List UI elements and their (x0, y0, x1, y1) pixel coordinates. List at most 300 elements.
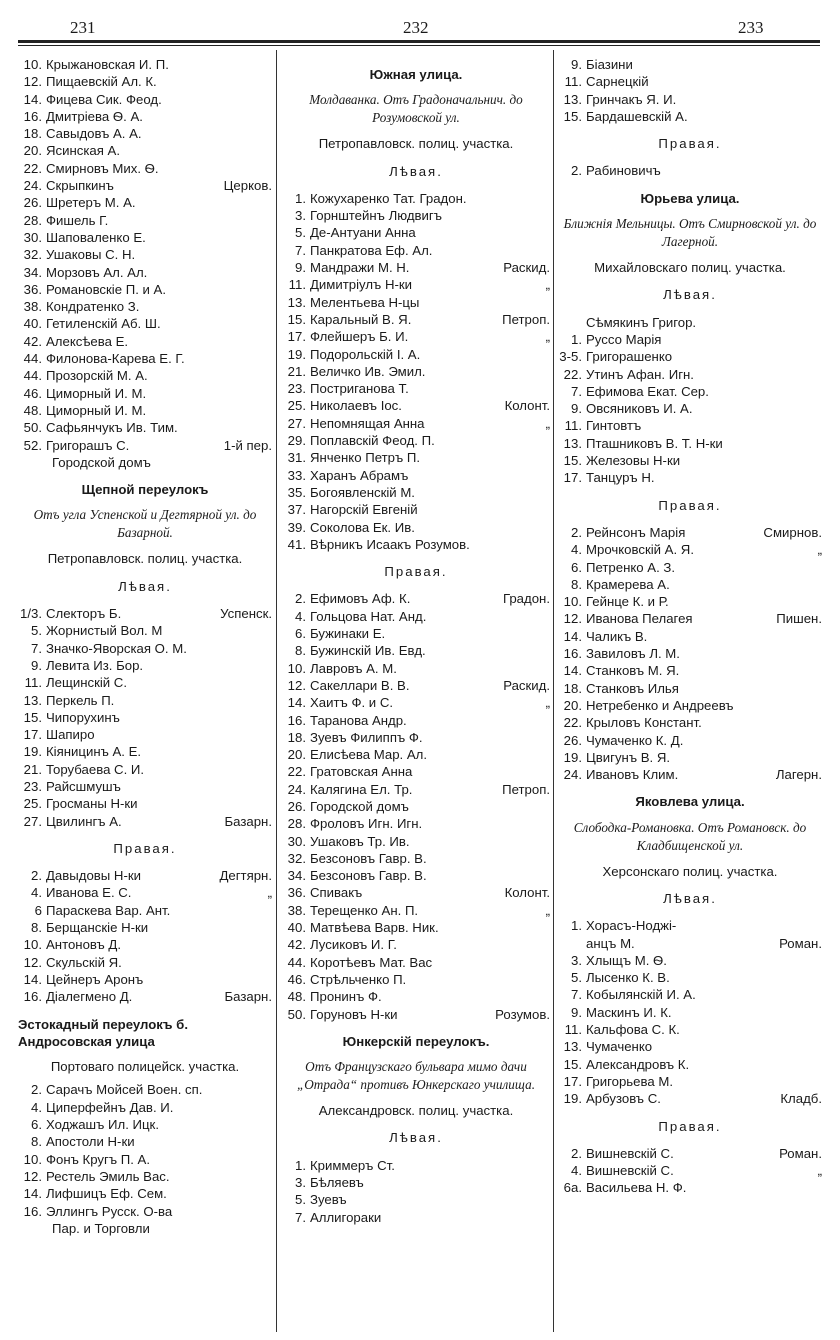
resident-name: Поплавскій Феод. П. (310, 433, 435, 449)
house-number: 8. (571, 576, 582, 592)
house-number: 11. (564, 418, 582, 434)
list-item (558, 469, 822, 486)
resident-name: Антоновъ Д. (46, 937, 121, 953)
list-item (558, 662, 822, 679)
house-number: 17. (23, 727, 42, 743)
house-number: 16. (287, 712, 306, 728)
cross-street: 1-й пер. (223, 437, 272, 453)
list-item (18, 971, 272, 988)
street-title: Юнкерскій переулокъ. (342, 1033, 490, 1049)
resident-name: Пищаевскій Ал. К. (46, 74, 157, 90)
resident-name: Бужинскій Ив. Евд. (310, 643, 426, 659)
resident-name: Гринчакъ Я. И. (586, 91, 677, 107)
cross-street: „ (267, 885, 272, 901)
resident-name: Иванова Пелагея (586, 611, 693, 627)
resident-name: Берщанскіе Н-ки (46, 920, 149, 936)
list-item (282, 988, 550, 1005)
list-item (18, 1151, 272, 1168)
street-title: Эстокадный переулокъ б. Андросовская улица (18, 1016, 188, 1049)
house-number: 4. (571, 542, 582, 558)
house-number: 27. (287, 415, 306, 431)
list-item (18, 419, 272, 436)
list-item (18, 333, 272, 350)
list-item (558, 1056, 822, 1073)
house-number: 32. (23, 247, 42, 263)
resident-name: Горуновъ Н-ки (310, 1006, 398, 1022)
police-district: Петропавловск. полиц. участка. (318, 136, 514, 152)
list-item (282, 467, 550, 484)
list-item (18, 142, 272, 159)
resident-name: Сафьянчукъ Ив. Тим. (46, 420, 178, 436)
house-number: 21. (23, 761, 42, 777)
house-number: 3. (295, 208, 306, 224)
resident-name: Григорашъ С. (46, 437, 130, 453)
house-number: 6. (571, 559, 582, 575)
house-number: 5. (295, 225, 306, 241)
street-title: Яковлева улица. (635, 794, 745, 810)
house-number: 40. (287, 920, 306, 936)
house-number: 4. (295, 608, 306, 624)
list-item (18, 402, 272, 419)
list-item (558, 1021, 822, 1038)
resident-name: Кальфова С. К. (586, 1022, 680, 1038)
resident-name: Зуевъ (310, 1192, 347, 1208)
list-item (282, 867, 550, 884)
cross-street: Колонт. (504, 398, 550, 414)
resident-name: Григорашенко (586, 349, 673, 365)
resident-name: Хорасъ-Ноджі- (586, 918, 677, 934)
list-item (282, 276, 550, 293)
list-item (18, 194, 272, 211)
resident-name: Романовскіе П. и А. (46, 281, 167, 297)
house-number: 34. (287, 868, 306, 884)
list-item (18, 1185, 272, 1202)
house-number: 11. (564, 74, 582, 90)
street-side-heading: Лѣвая. (389, 1130, 443, 1146)
list-item (282, 259, 550, 276)
house-number: 9. (31, 657, 42, 673)
house-number: 19. (563, 749, 582, 765)
resident-name: Харанъ Абрамъ (310, 467, 409, 483)
street-description: Отъ Французскаго бульвара мимо дачи „Отрада“ противъ Юнкерскаго училища. (296, 1059, 536, 1093)
cross-street: Петроп. (502, 311, 550, 327)
list-item (18, 1203, 272, 1220)
house-number: 48. (287, 989, 306, 1005)
resident-name: Кондратенко З. (46, 299, 140, 315)
list-item (18, 315, 272, 332)
house-number: 1. (295, 1157, 306, 1173)
list-item (18, 709, 272, 726)
resident-name: Рабиновичъ (586, 163, 661, 179)
house-number: 42. (287, 937, 306, 953)
list-item (18, 692, 272, 709)
house-number (558, 935, 586, 952)
list-item (558, 435, 822, 452)
house-number: 44. (23, 368, 42, 384)
house-number: 15. (287, 311, 306, 327)
list-item (18, 160, 272, 177)
house-number: 5. (295, 1192, 306, 1208)
street-description: Ближнія Мельницы. Отъ Смирновской ул. до Лагерной. (563, 216, 817, 250)
police-district: Петропавловск. полиц. участка. (47, 551, 243, 567)
resident-name: Железовы Н-ки (586, 453, 681, 469)
house-number: 28. (23, 212, 42, 228)
house-number: 9. (571, 401, 582, 417)
street-title: Южная улица. (369, 67, 463, 82)
list-item (558, 108, 822, 125)
house-number: 19. (287, 346, 306, 362)
list-item (18, 640, 272, 657)
list-item (558, 986, 822, 1003)
house-number: 30. (287, 833, 306, 849)
resident-name: Савыдовъ А. А. (46, 126, 142, 142)
house-number: 30. (23, 229, 42, 245)
house-number: 16. (563, 646, 582, 662)
list-item (282, 1157, 550, 1174)
resident-name: Станковъ Илья (586, 680, 679, 696)
street-side-heading: Правая. (658, 497, 722, 513)
list-item (558, 610, 822, 627)
resident-name: Апостоли Н-ки (46, 1134, 135, 1150)
list-item (558, 593, 822, 610)
resident-name: Постриганова Т. (310, 381, 409, 397)
cross-street: „ (545, 902, 550, 918)
street-description: Слободка-Романовка. Отъ Романовск. до Кладбищенской ул. (573, 819, 807, 853)
resident-name: Зуевъ Филиппъ Ф. (310, 729, 423, 745)
list-item (18, 264, 272, 281)
house-number: 46. (287, 971, 306, 987)
house-number: 20. (23, 143, 42, 159)
resident-name: Діалегмено Д. (46, 989, 133, 1005)
list-item (282, 919, 550, 936)
resident-name: Лысенко К. В. (586, 970, 670, 986)
resident-name: Перкель П. (46, 692, 115, 708)
resident-name: Чипорухинъ (46, 709, 120, 725)
resident-name: Цвилингъ А. (46, 813, 122, 829)
house-number: 19. (23, 744, 42, 760)
list-item (18, 884, 272, 901)
list-item (282, 833, 550, 850)
resident-name: Танцуръ Н. (586, 470, 655, 486)
resident-name: Овсяниковъ И. А. (586, 401, 693, 417)
list-item (282, 397, 550, 414)
house-number: 44. (287, 954, 306, 970)
list-item (282, 712, 550, 729)
resident-name: Григорьева М. (586, 1073, 673, 1089)
cross-street: Роман. (779, 1145, 822, 1161)
list-item (18, 246, 272, 263)
street-side-heading: Правая. (658, 136, 722, 152)
house-number: 7. (571, 383, 582, 399)
house-number: 4. (31, 1099, 42, 1115)
resident-name: Терещенко Ан. П. (310, 902, 419, 918)
list-item (282, 190, 550, 207)
list-item (282, 902, 550, 919)
resident-name: Гросманы Н-ки (46, 796, 138, 812)
resident-name: Торубаева С. И. (46, 761, 145, 777)
list-item (558, 162, 822, 179)
house-number: 22. (23, 160, 42, 176)
resident-name: Безсоновъ Гавр. В. (310, 850, 427, 866)
list-item (558, 541, 822, 558)
list-item (558, 952, 822, 969)
list-item (18, 1168, 272, 1185)
list-item (282, 363, 550, 380)
resident-name: Ивановъ Клим. (586, 767, 679, 783)
resident-name: Маскинъ И. К. (586, 1004, 672, 1020)
house-number: 11. (564, 1022, 582, 1038)
house-number: 16. (23, 989, 42, 1005)
house-number: 21. (287, 363, 306, 379)
list-item (282, 449, 550, 466)
street-side-heading: Лѣвая. (663, 287, 717, 303)
list-item (282, 415, 550, 432)
list-item (282, 519, 550, 536)
house-number: 13. (563, 1039, 582, 1055)
resident-name: Циперфейнъ Дав. И. (46, 1099, 174, 1115)
street-description: Отъ угла Успенской и Дегтярной ул. до Базарной. (33, 507, 257, 541)
street-description: Молдаванка. Отъ Градоначальнич. до Розумовской ул. (309, 92, 523, 126)
list-item (558, 732, 822, 749)
list-item (18, 350, 272, 367)
resident-name: Каральный В. Я. (310, 311, 412, 327)
cross-street: „ (817, 1163, 822, 1179)
house-number: 2. (31, 1082, 42, 1098)
house-number: 8. (295, 643, 306, 659)
list-item (558, 56, 822, 73)
list-item (18, 1099, 272, 1116)
house-number: 16. (23, 108, 42, 124)
resident-name: Чумаченко К. Д. (586, 732, 684, 748)
house-number: 11. (288, 277, 306, 293)
cross-street: Градон. (502, 591, 550, 607)
resident-name: Димитріулъ Н-ки (310, 277, 412, 293)
resident-name: Мандражи М. Н. (310, 260, 410, 276)
resident-name: Сакеллари В. В. (310, 677, 410, 693)
list-item (282, 781, 550, 798)
house-number: 15. (563, 1056, 582, 1072)
resident-name: Лусиковъ И. Г. (310, 937, 397, 953)
house-number: 7. (571, 987, 582, 1003)
page-number-right: 233 (738, 18, 764, 37)
street-side-heading: Лѣвая. (663, 890, 717, 906)
house-number: 12. (23, 954, 42, 970)
house-number: 10. (287, 660, 306, 676)
house-number: 13. (287, 294, 306, 310)
house-number: 28. (287, 816, 306, 832)
list-item (282, 936, 550, 953)
column-right (558, 56, 822, 1197)
house-number: 26. (287, 798, 306, 814)
list-item (558, 417, 822, 434)
resident-name: Біазини (586, 57, 633, 72)
resident-name: Гратовская Анна (310, 764, 413, 780)
header-rule (18, 40, 820, 43)
list-item (558, 576, 822, 593)
house-number: 41. (287, 536, 306, 552)
resident-name: Чаликъ В. (586, 628, 648, 644)
house-number: 2. (571, 163, 582, 179)
cross-street: „ (817, 542, 822, 558)
house-number: 36. (287, 885, 306, 901)
list-item-continuation: Городской домъ (52, 454, 151, 470)
list-item (18, 778, 272, 795)
cross-street: Базарн. (224, 989, 272, 1005)
house-number: 14. (23, 1186, 42, 1202)
list-item (282, 294, 550, 311)
house-number: 29. (287, 433, 306, 449)
house-number: 17. (563, 470, 582, 486)
resident-name: Морзовъ Ал. Ал. (46, 264, 148, 280)
list-item (282, 850, 550, 867)
page-number-center: 232 (403, 18, 429, 37)
cross-street: Успенск. (220, 606, 272, 622)
house-number: 1. (571, 918, 582, 934)
list-item (282, 311, 550, 328)
list-item (558, 383, 822, 400)
resident-name: Хлыщъ М. Ѳ. (586, 952, 667, 968)
resident-name: Сарнецкій (586, 74, 649, 90)
house-number: 18. (563, 680, 582, 696)
house-number: 9. (295, 260, 306, 276)
list-item-continuation: Пар. и Торговли (52, 1220, 150, 1236)
resident-name: Калягина Ел. Тр. (310, 781, 413, 797)
list-item (558, 366, 822, 383)
list-item (282, 1006, 550, 1023)
house-number: 17. (287, 329, 306, 345)
list-item (282, 346, 550, 363)
house-number: 5. (571, 970, 582, 986)
resident-name: Слекторъ Б. (46, 606, 122, 622)
resident-name: Пронинъ Ф. (310, 989, 382, 1005)
resident-name: Смирновъ Мих. Ѳ. (46, 160, 159, 176)
resident-name: Филонова-Карева Е. Г. (46, 351, 185, 367)
resident-name: Бужинаки Е. (310, 626, 386, 642)
house-number: 12. (563, 611, 582, 627)
resident-name: Гольцова Нат. Анд. (310, 608, 427, 624)
house-number: 12. (23, 74, 42, 90)
house-number: 13. (563, 91, 582, 107)
resident-name: Кобылянскій И. А. (586, 987, 696, 1003)
cross-street: Смирнов. (763, 524, 822, 540)
resident-name: Мрочковскій А. Я. (586, 542, 694, 558)
house-number: 13. (23, 692, 42, 708)
house-number: 15. (23, 709, 42, 725)
house-number: 39. (287, 519, 306, 535)
cross-street: Церков. (223, 178, 272, 194)
resident-name: Безсоновъ Гавр. В. (310, 868, 427, 884)
house-number: 18. (287, 729, 306, 745)
resident-name: Станковъ М. Я. (586, 663, 680, 679)
house-number: 10. (23, 57, 42, 72)
resident-name: Стрѣльченко П. (310, 971, 407, 987)
house-number: 2. (31, 868, 42, 884)
list-item (282, 677, 550, 694)
list-item (282, 380, 550, 397)
resident-name: Вишневскій С. (586, 1163, 674, 1179)
house-number: 24. (287, 781, 306, 797)
house-number: 14. (563, 663, 582, 679)
list-item (558, 680, 822, 697)
house-number: 3-5. (559, 349, 582, 365)
house-number: 3. (571, 952, 582, 968)
resident-name: Соколова Ек. Ив. (310, 519, 415, 535)
resident-name: Таранова Андр. (310, 712, 407, 728)
police-district: Портоваго полицейск. участка. (50, 1059, 240, 1075)
list-item (18, 125, 272, 142)
resident-name: Шапиро (46, 727, 95, 743)
house-number: 31. (287, 450, 306, 466)
list-item (18, 1081, 272, 1098)
list-item (282, 815, 550, 832)
list-item (558, 749, 822, 766)
list-item (282, 798, 550, 815)
list-item (18, 281, 272, 298)
house-number: 10. (563, 594, 582, 610)
resident-name: Сѣмякинъ Григор. (586, 314, 697, 330)
list-item (282, 625, 550, 642)
resident-name: Коротѣевъ Мат. Вас (310, 954, 433, 970)
resident-name: Нагорскій Евгеній (310, 502, 418, 518)
resident-name: Флейшеръ Б. И. (310, 329, 409, 345)
list-item (18, 622, 272, 639)
street-side-heading: Лѣвая. (389, 163, 443, 179)
list-item (558, 1038, 822, 1055)
resident-name: Жорнистый Вол. М (46, 623, 163, 639)
house-number: 8. (31, 1134, 42, 1150)
resident-name: Циморный И. М. (46, 385, 147, 401)
resident-name: Вишневскій С. (586, 1145, 674, 1161)
house-number: 1. (295, 190, 306, 206)
resident-name: Крамерева А. (586, 576, 670, 592)
resident-name: Гинтовтъ (586, 418, 642, 434)
list-item (18, 56, 272, 73)
house-number: 14. (563, 628, 582, 644)
resident-name: Ясинская А. (46, 143, 121, 159)
house-number: 3. (295, 1175, 306, 1191)
list-item (558, 348, 822, 365)
resident-name: Цвигунъ В. Я. (586, 749, 671, 765)
list-item (18, 229, 272, 246)
resident-name: Райсшмушъ (46, 778, 121, 794)
list-item (18, 605, 272, 622)
list-item (18, 177, 272, 194)
cross-street: Пишен. (776, 611, 822, 627)
list-item (18, 298, 272, 315)
resident-name: Ушаковъ Тр. Ив. (310, 833, 410, 849)
police-district: Михайловскаго полиц. участка. (594, 260, 786, 276)
list-item (18, 919, 272, 936)
list-item (18, 385, 272, 402)
street-side-heading: Правая. (384, 564, 448, 580)
cross-street: „ (545, 415, 550, 431)
house-number: 20. (287, 747, 306, 763)
resident-name: Ушаковы С. Н. (46, 247, 136, 263)
list-item (558, 645, 822, 662)
resident-name: Арбузовъ С. (586, 1091, 661, 1107)
house-number: 22. (287, 764, 306, 780)
list-item (558, 73, 822, 90)
house-number: 14. (23, 91, 42, 107)
resident-name: Мелентьева Н-цы (310, 294, 420, 310)
resident-name: Подорольскій І. А. (310, 346, 421, 362)
house-number: 4. (571, 1163, 582, 1179)
list-item (18, 954, 272, 971)
list-item (282, 608, 550, 625)
list-item (558, 1179, 822, 1196)
list-item (558, 331, 822, 348)
resident-name: Эллингъ Русск. О-ва (46, 1203, 173, 1219)
